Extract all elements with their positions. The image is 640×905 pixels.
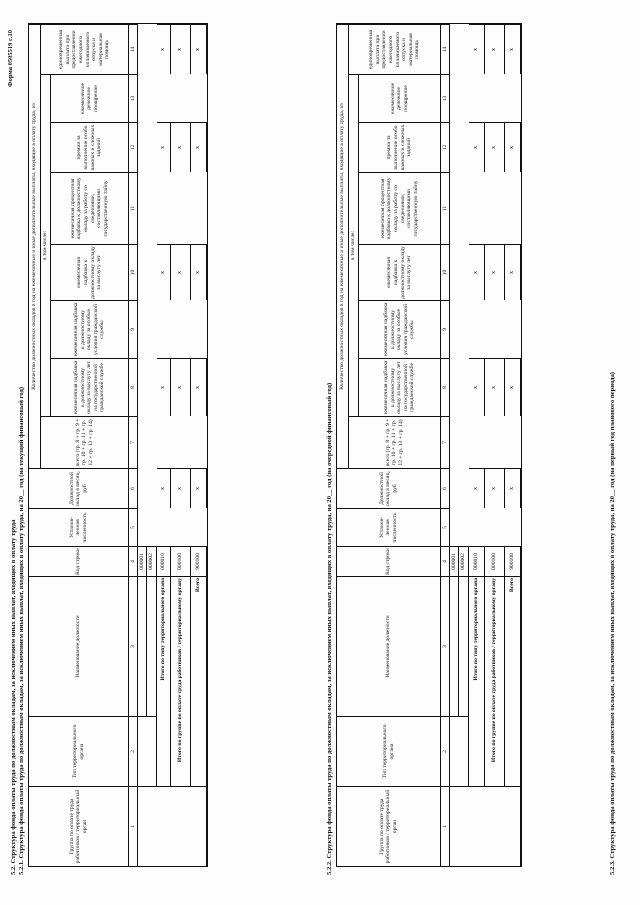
position-cell (459, 576, 469, 716)
total-group-label: Итого по группе по оплате труда работников / территориальному органу (485, 576, 505, 786)
col-header-group: Группа по оплате труда работников / территориальный орган (29, 786, 129, 866)
total-type-code: 000010 (157, 546, 171, 576)
col-header-group-title: Количество должностных окладов в год на ежемесячные и иные дополнительные выплаты, входящие в оплату труда, из (337, 24, 349, 468)
cell-x: x (171, 122, 191, 172)
col-header-salary: Должностной оклад в месяц, руб (337, 468, 441, 508)
col-header-c9: ежемесячная надбавка к должностному окладу за особые условия гражданской службы (359, 300, 441, 358)
cell-x: x (469, 358, 485, 416)
row-code-1: 000001 (138, 546, 147, 576)
col-header-in-that: в том числе: (349, 74, 359, 416)
colnum-1: 1 (129, 786, 138, 866)
col-header-c10: ежемесячная надбавка к должностному окладу за выслугу лет (51, 244, 129, 300)
type-cell (450, 716, 469, 786)
col-header-c12: премии за выполнение особо важных и сложных заданий (359, 122, 441, 172)
grand-total-label: Всего (191, 576, 207, 786)
table-5-2-1 (28, 23, 208, 867)
colnum-13: 13 (129, 74, 138, 122)
cell-x: x (157, 122, 171, 172)
subsection-3-heading: 5.2.3. Структура фонда оплаты труда по должностным окладам, за исключением иных выплат, входящих в оплату труда, на 20__ год (на первый год планового периода) (609, 371, 616, 875)
cell-x: x (157, 468, 171, 508)
cell-x: x (191, 468, 207, 508)
cell-x: x (171, 244, 191, 300)
cell-x: x (505, 244, 521, 300)
col-header-c14: единовременная выплата при предоставлении ежегодного оплачиваемого отпуска и материальная помощь (349, 24, 441, 74)
colnum-10: 10 (441, 244, 450, 300)
cell-x: x (485, 24, 505, 74)
colnum-13: 13 (441, 74, 450, 122)
col-header-total: всего (гр. 8 + гр. 9 + гр. 10 + гр. 11 + гр. 12 + гр. 13 + гр. 14) (349, 416, 441, 468)
cell-x: x (485, 122, 505, 172)
cell-x: x (485, 244, 505, 300)
position-cell (450, 576, 459, 716)
cell-x: x (191, 24, 207, 74)
col-header-salary: Должностной оклад в месяц, руб (29, 468, 129, 508)
colnum-1: 1 (441, 786, 450, 866)
colnum-3: 3 (129, 576, 138, 716)
cell-x: x (469, 468, 485, 508)
colnum-7: 7 (441, 416, 450, 468)
table-5-2-2 (336, 23, 522, 867)
col-header-in-that: в том числе: (41, 74, 51, 416)
col-header-group-title: Количество должностных окладов в год на ежемесячные и иные дополнительные выплаты, входящие в оплату труда, из (29, 24, 41, 468)
cell-x: x (191, 244, 207, 300)
col-header-c8: ежемесячная надбавка к должностному окладу за выслугу лет на государственной гражданской службе (51, 358, 129, 416)
colnum-4: 4 (441, 546, 450, 576)
col-header-code: Код строки (29, 546, 129, 576)
colnum-5: 5 (441, 508, 450, 546)
colnum-11: 11 (441, 172, 450, 244)
row-code-2: 000002 (147, 546, 157, 576)
cell-x: x (485, 358, 505, 416)
row-code-2: 000002 (459, 546, 469, 576)
col-header-c13: ежемесячное денежное поощрение (359, 74, 441, 122)
cell-x: x (505, 468, 521, 508)
col-header-staff: Установ-ленная численность (337, 508, 441, 546)
position-cell (138, 576, 147, 716)
col-header-total: всего (гр. 8 + гр. 9 + гр. 10 + гр. 11 + гр. 12 + гр. 13 + гр. 14) (41, 416, 129, 468)
cell-x: x (191, 122, 207, 172)
cell-x: x (505, 358, 521, 416)
cell-x: x (157, 244, 171, 300)
colnum-7: 7 (129, 416, 138, 468)
colnum-8: 8 (441, 358, 450, 416)
grand-total-label: Всего (505, 576, 521, 786)
position-cell (147, 576, 157, 716)
total-group-code: 000100 (485, 546, 505, 576)
colnum-14: 14 (441, 24, 450, 74)
colnum-8: 8 (129, 358, 138, 416)
cell-x: x (469, 122, 485, 172)
cell-x: x (157, 24, 171, 74)
colnum-6: 6 (129, 468, 138, 508)
group-cell (450, 786, 521, 866)
col-header-c11: ежемесячная процентная надбавка к должностному окладу за работу со сведениями, составляющими государственную тайну (359, 172, 441, 244)
group-cell (138, 786, 207, 866)
col-header-c14: единовременная выплата при предоставлении ежегодного оплачиваемого отпуска и материальная помощь (41, 24, 129, 74)
colnum-2: 2 (441, 716, 450, 786)
total-type-label: Итого по типу территориального органа (469, 576, 485, 786)
grand-total-code: 900100 (191, 546, 207, 576)
col-header-c11: ежемесячная процентная надбавка к должностному окладу за работу со сведениями, составляющими государственную тайну (51, 172, 129, 244)
col-header-group: Группа по оплате труда работников / территориальный орган (337, 786, 441, 866)
total-group-label: Итого по группе по оплате труда работников / территориальному органу (171, 576, 191, 786)
colnum-2: 2 (129, 716, 138, 786)
cell-x: x (171, 468, 191, 508)
col-header-c9: ежемесячная надбавка к должностному окладу за особые условия гражданской службы (51, 300, 129, 358)
total-type-code: 000010 (469, 546, 485, 576)
type-cell (138, 716, 157, 786)
cell-x: x (505, 24, 521, 74)
col-header-c12: премии за выполнение особо важных и сложных заданий (51, 122, 129, 172)
colnum-3: 3 (441, 576, 450, 716)
col-header-c10: ежемесячная надбавка к должностному окладу за выслугу лет (359, 244, 441, 300)
cell-x: x (171, 358, 191, 416)
colnum-4: 4 (129, 546, 138, 576)
total-group-code: 000100 (171, 546, 191, 576)
cell-x: x (505, 122, 521, 172)
col-header-position: Наименование должности (337, 576, 441, 716)
cell-x: x (469, 24, 485, 74)
cell-x: x (171, 24, 191, 74)
colnum-12: 12 (129, 122, 138, 172)
grand-total-code: 900100 (505, 546, 521, 576)
row-code-1: 000001 (450, 546, 459, 576)
col-header-type: Тип территориального органа (29, 716, 129, 786)
subsection-2-heading: 5.2.2. Структура фонда оплаты труда по должностным окладам, за исключением иных выплат, входящих в оплату труда, на 20__ год (на очередной финансовый год) (326, 382, 333, 875)
col-header-type: Тип территориального органа (337, 716, 441, 786)
colnum-11: 11 (129, 172, 138, 244)
subsection-1-heading: 5.2.1. Структура фонда оплаты труда по должностным окладам, за исключением иных выплат, входящих в оплату труда, на 20__ год (на текущий финансовый год) (18, 386, 25, 875)
col-header-c8: ежемесячная надбавка к должностному окладу за выслугу лет на государственной гражданской службе (359, 358, 441, 416)
colnum-9: 9 (441, 300, 450, 358)
section-heading: 5.2. Структура фонда оплаты труда по должностным окладам, за исключением иных выплат, входящих в оплату труда (10, 519, 17, 875)
col-header-staff: Установ-ленная численность (29, 508, 129, 546)
col-header-position: Наименование должности (29, 576, 129, 716)
col-header-c13: ежемесячное денежное поощрение (51, 74, 129, 122)
cell-x: x (157, 358, 171, 416)
colnum-9: 9 (129, 300, 138, 358)
colnum-6: 6 (441, 468, 450, 508)
total-type-label: Итого по типу территориального органа (157, 576, 171, 786)
cell-x: x (191, 358, 207, 416)
colnum-12: 12 (441, 122, 450, 172)
cell-x: x (485, 468, 505, 508)
colnum-5: 5 (129, 508, 138, 546)
form-code: Форма 0505519 с.10 (7, 30, 14, 87)
colnum-10: 10 (129, 244, 138, 300)
cell-x: x (469, 244, 485, 300)
colnum-14: 14 (129, 24, 138, 74)
col-header-code: Код строки (337, 546, 441, 576)
